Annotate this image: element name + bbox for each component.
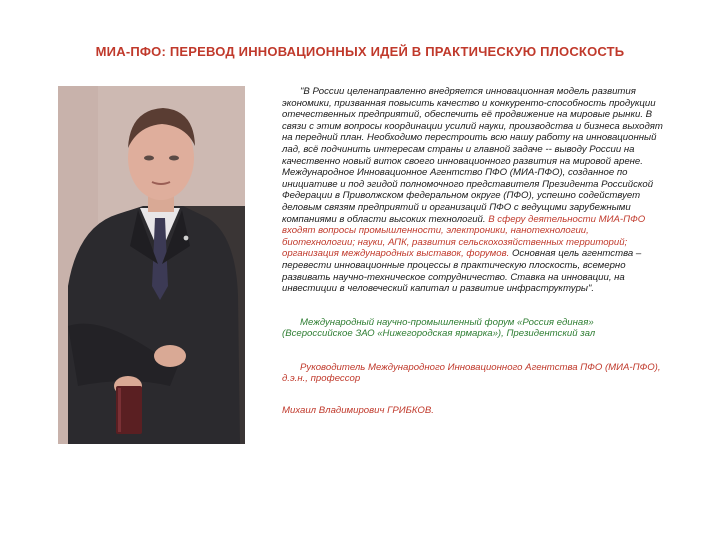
portrait-illustration <box>58 86 245 444</box>
quote-part-2: В сферу деятельности МИА-ПФО входят вопросы промышленности, электроники, нанотехнологии, биотехнологии; науки, АПК, развития сельскохозяйственных территорий; организация международных выставок, форумов. <box>282 213 646 260</box>
author-role <box>282 362 664 385</box>
forum-text: Международный научно-промышленный форум «Россия единая» (Всероссийское ЗАО «Нижегородская ярмарка»), Президентский зал <box>282 316 596 340</box>
quote-part-3: Основная цель агентства – перевести инновационные процессы в практическую плоскость, всемерно развивать научно-техническое сотрудничество. Ставка на инновации, на инвестиции в человеческий капитал и развитие инфраструктуры". <box>282 248 642 295</box>
text-column <box>282 86 664 417</box>
forum-caption <box>282 317 664 340</box>
slide-title: МИА-ПФО: ПЕРЕВОД ИННОВАЦИОННЫХ ИДЕЙ В ПРАКТИЧЕСКУЮ ПЛОСКОСТЬ <box>95 44 625 59</box>
quote-paragraph <box>282 86 664 295</box>
role-text: Руководитель Международного Инновационного Агентства ПФО (МИА-ПФО), д.э.н., профессор <box>282 361 661 385</box>
quote-part-1: "В России целенаправленно внедряется инновационная модель развития экономики, призванная повысить качество и конкуренто-способность продукции отечественных предприятий, обеспечить её продвижение на мировые рынки. В связи с этим вопросы координации усилий науки, производства и бизнеса выходят на передний план. Необходимо перестроить всю нашу работу на инновационный лад, всё подчинить интересам страны и главной задаче -- выводу России на качественно новый виток своего инновационного развития на мировой арене. Международное Инновационное Агентство ПФО (МИА-ПФО), созданное по инициативе и под эгидой полномочного представителя Президента Российской Федерации в Приволжском федеральном округе (ПФО), успешно содействует деловым связям предприятий и организаций ПФО с ведущими зарубежными компаниями в области высоких технологий. <box>282 86 663 225</box>
portrait-photo <box>58 86 245 444</box>
author-name: Михаил Владимирович ГРИБКОВ. <box>282 405 434 417</box>
